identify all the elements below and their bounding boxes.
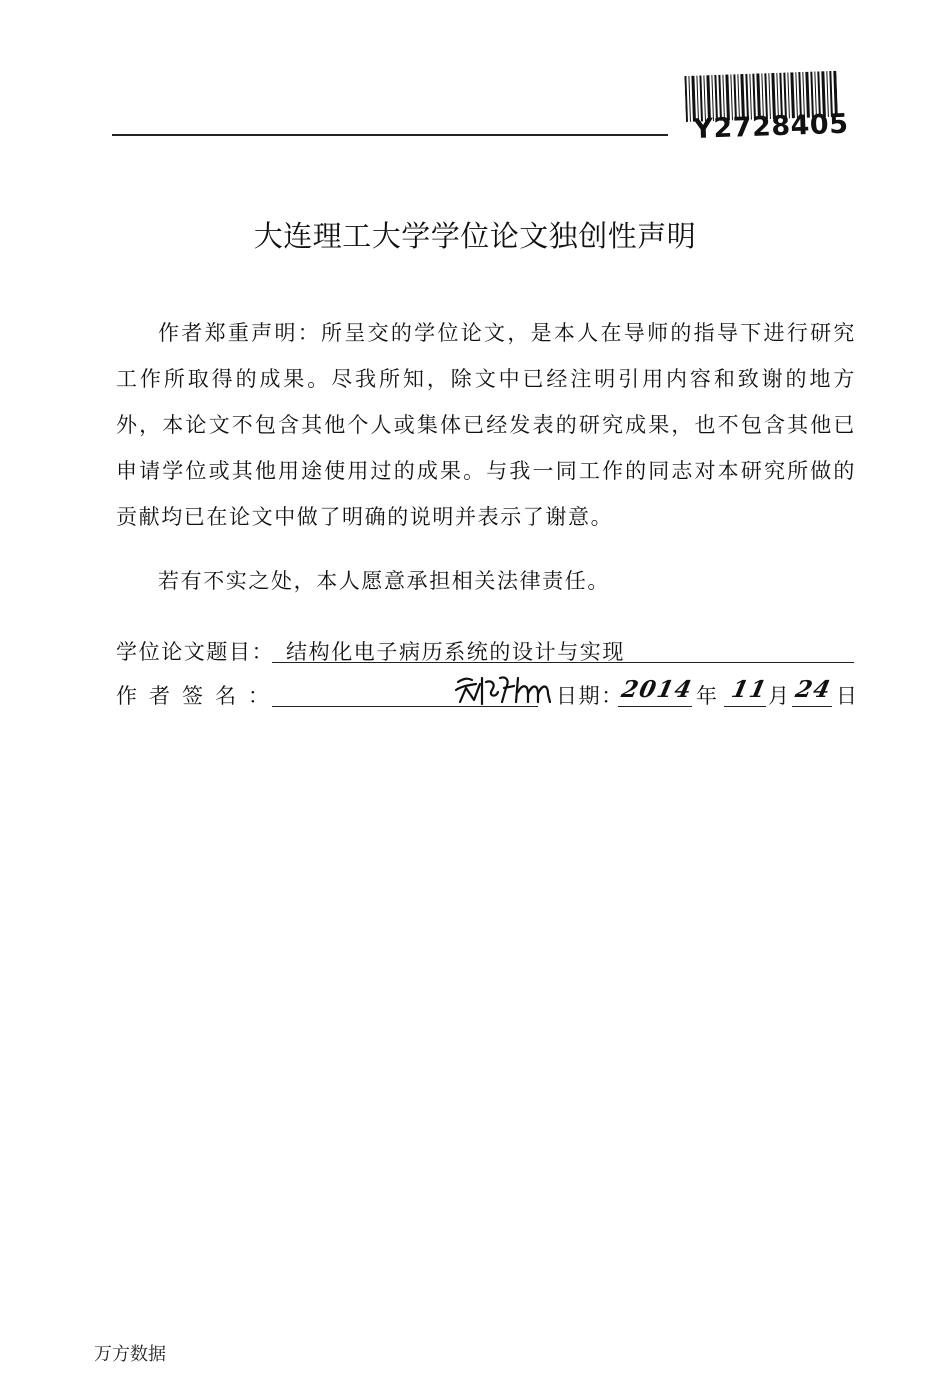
day-unit: 日	[836, 684, 859, 708]
watermark-footer: 万方数据	[94, 1344, 166, 1365]
signature-field	[272, 676, 538, 707]
handwritten-signature-icon	[452, 670, 562, 710]
thesis-title-value: 结构化电子病历系统的设计与实现	[286, 640, 625, 664]
month-unit: 月	[768, 684, 791, 708]
barcode-id: Y2728405	[692, 108, 849, 145]
liability-paragraph: 若有不实之处，本人愿意承担相关法律责任。	[158, 569, 610, 593]
thesis-title-field	[272, 632, 854, 663]
signature-row	[116, 676, 859, 712]
page-title: 大连理工大学学位论文独创性声明	[253, 219, 697, 253]
date-day-field	[792, 676, 835, 707]
year-unit: 年	[696, 684, 719, 708]
thesis-title-row	[116, 632, 856, 668]
date-year-field	[618, 676, 696, 707]
date-label: 日期：	[556, 684, 624, 708]
thesis-title-label: 学位论文题目：	[116, 640, 275, 664]
date-year-value: 2014	[619, 676, 696, 703]
header-rule	[112, 134, 668, 136]
date-month-value: 11	[729, 676, 771, 703]
date-day-value: 24	[793, 676, 835, 703]
author-signature-label: 作者签名：	[116, 684, 281, 708]
date-month-field	[724, 676, 771, 707]
declaration-paragraph: 作者郑重声明：所呈交的学位论文，是本人在导师的指导下进行研究工作所取得的成果。尽我所知，除文中已经注明引用内容和致谢的地方外，本论文不包含其他个人或集体已经发表的研究成果，也不包含其他已申请学位或其他用途使用过的成果。与我一同工作的同志对本研究所做的贡献均已在论文中做了明确的说明并表示了谢意。	[116, 321, 856, 529]
